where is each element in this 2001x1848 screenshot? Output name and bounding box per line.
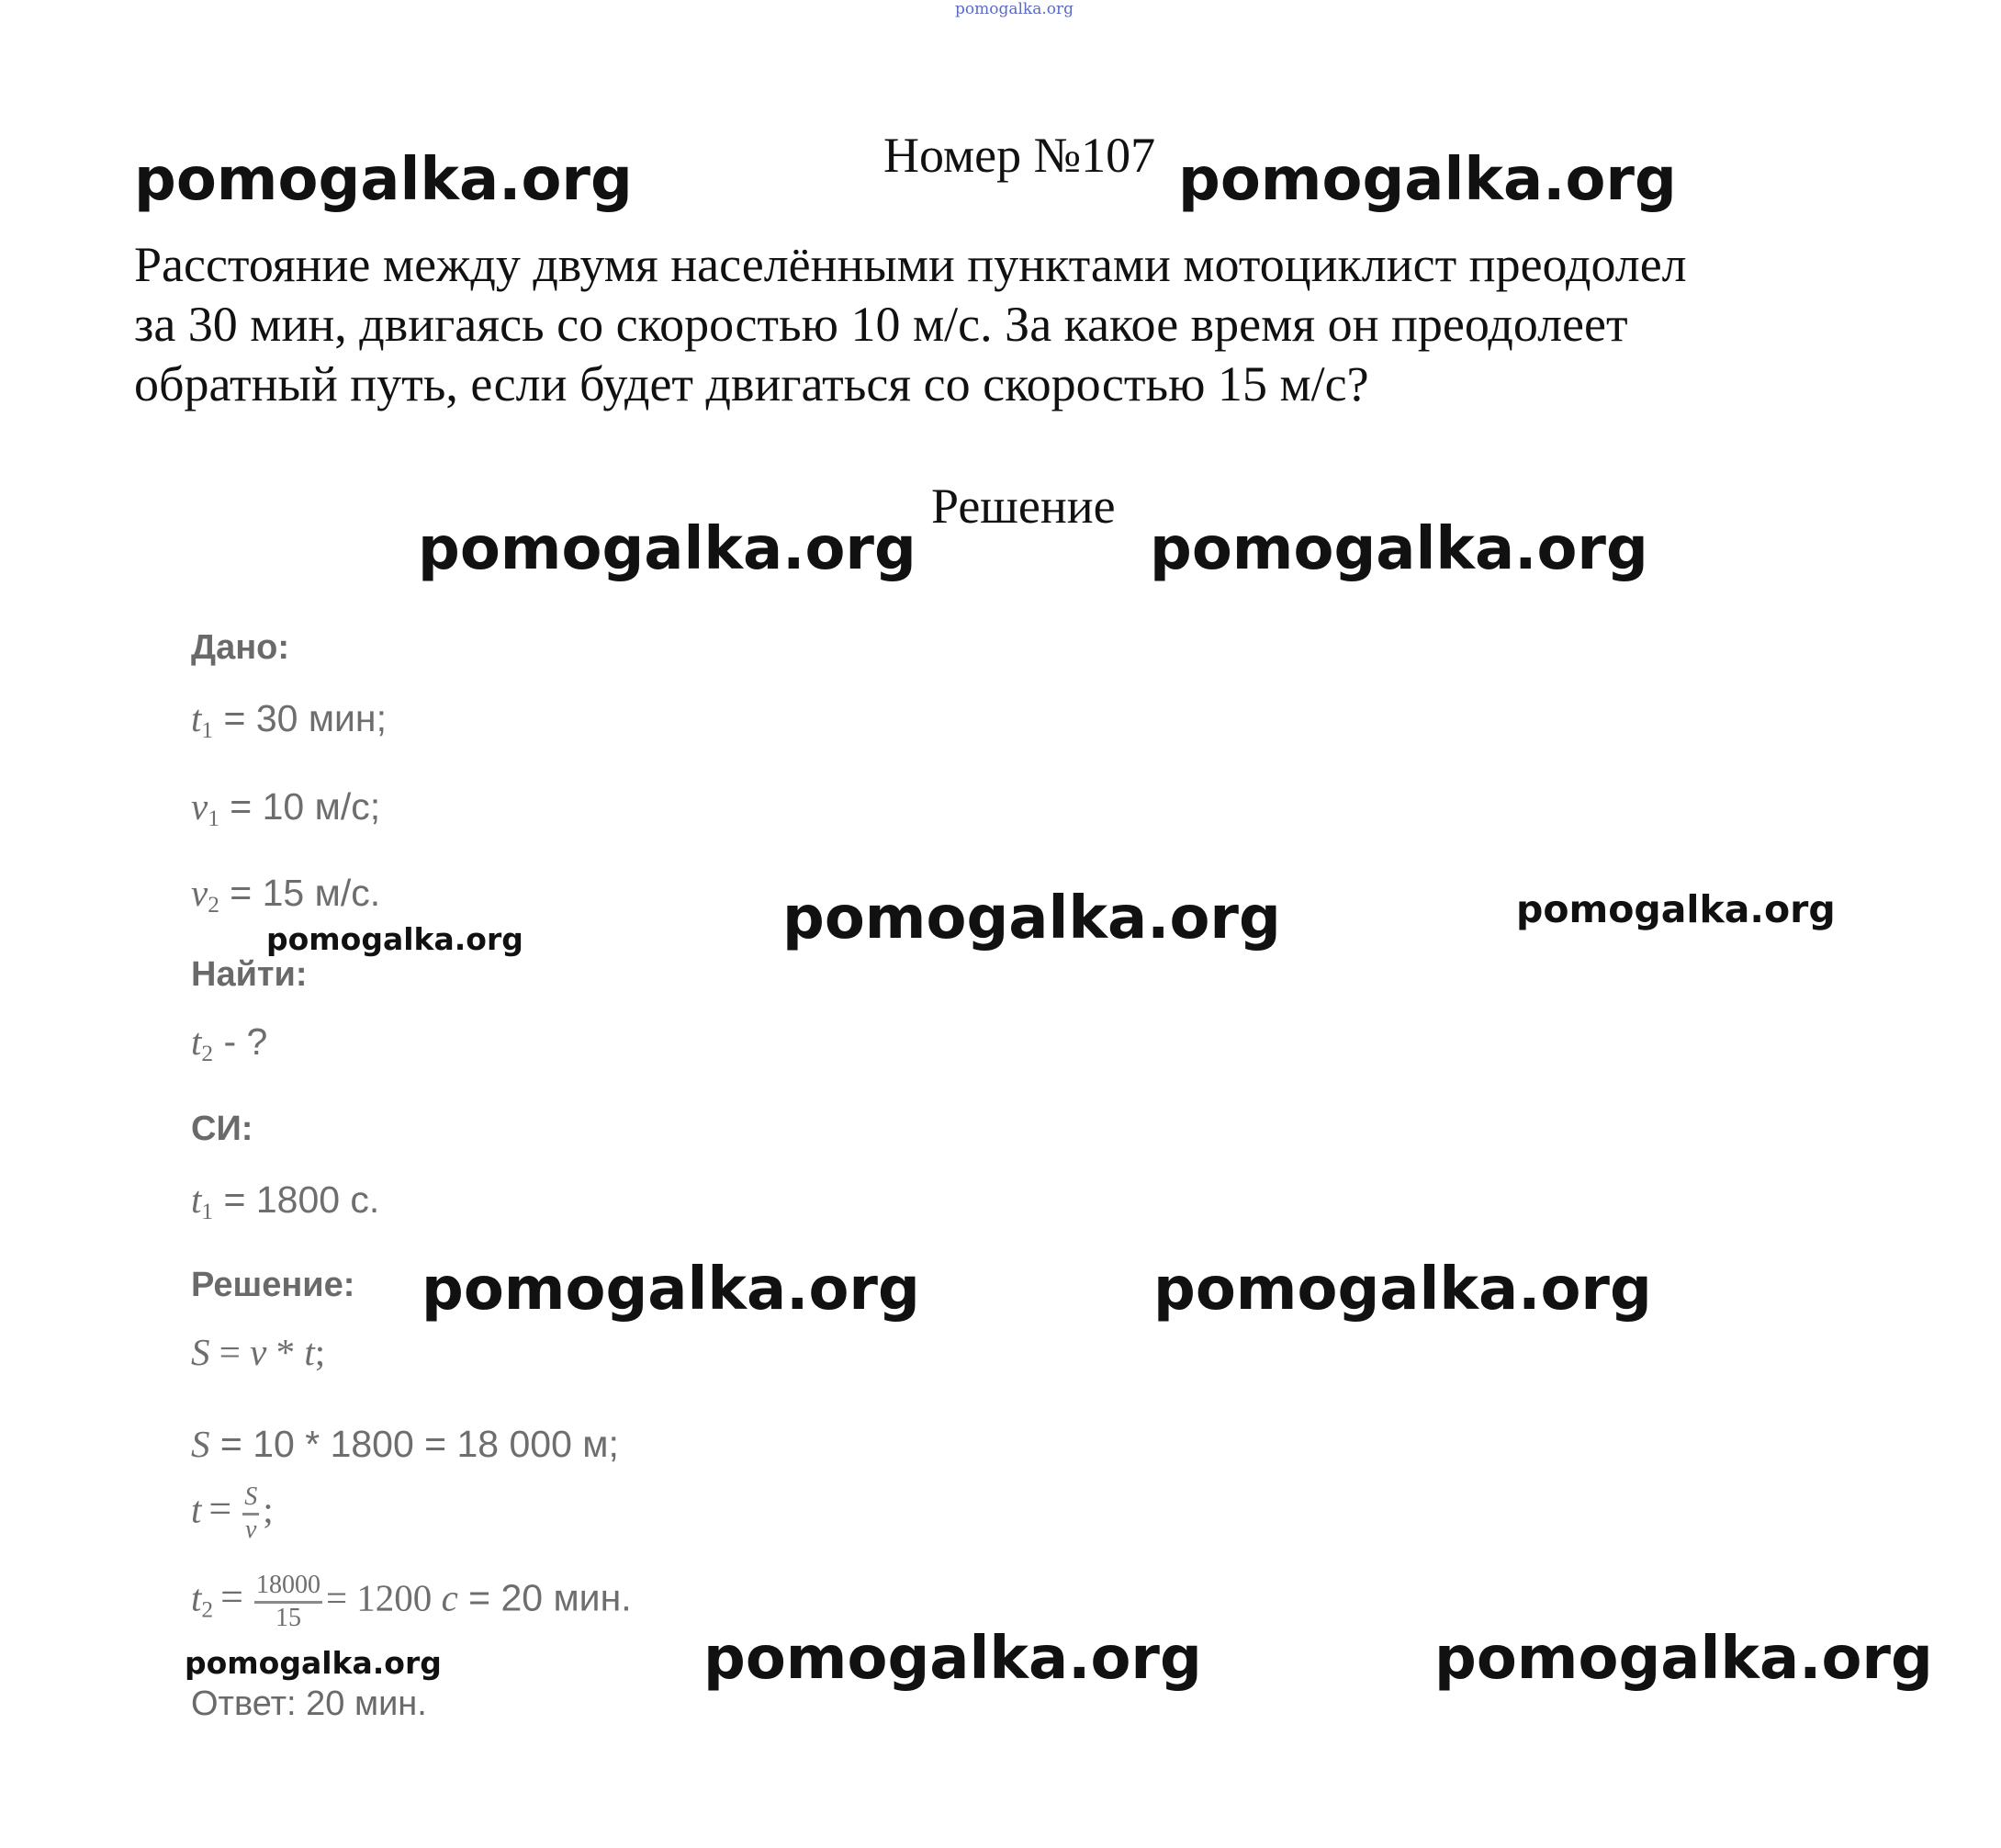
equals: = — [208, 1486, 232, 1532]
value: = 10 м/с; — [219, 785, 381, 828]
denominator: 15 — [275, 1604, 301, 1632]
var: v — [191, 872, 208, 914]
subscript: 2 — [201, 1041, 214, 1067]
si-label: СИ: — [191, 1110, 253, 1148]
answer: Ответ: 20 мин. — [191, 1685, 427, 1723]
top-watermark: pomogalka.org — [955, 0, 1074, 18]
var: t — [191, 1178, 202, 1221]
find-t2 — [191, 1020, 268, 1067]
fraction — [242, 1484, 259, 1543]
multiply: * — [266, 1331, 305, 1373]
var: t — [191, 697, 202, 739]
numerator: S — [242, 1484, 259, 1516]
watermark: pomogalka.org — [703, 1625, 1202, 1693]
denominator: v — [245, 1516, 257, 1544]
subscript: 1 — [208, 806, 219, 832]
value: = 20 мин. — [457, 1576, 632, 1619]
solution-heading: Решение — [931, 479, 1116, 534]
punct: ; — [263, 1488, 274, 1531]
subscript: 2 — [208, 892, 219, 918]
value: = 10 * 1800 = 18 000 м; — [209, 1423, 619, 1465]
fraction — [254, 1572, 322, 1631]
watermark: pomogalka.org — [185, 1645, 442, 1681]
punct: ; — [314, 1331, 326, 1373]
watermark: pomogalka.org — [134, 146, 633, 214]
var: t — [304, 1331, 315, 1373]
solution-label: Решение: — [191, 1266, 355, 1304]
watermark: pomogalka.org — [1153, 1256, 1652, 1324]
formula-distance — [191, 1331, 326, 1373]
value: = 1800 с. — [213, 1178, 380, 1221]
find-label: Найти: — [191, 955, 308, 994]
watermark: pomogalka.org — [1434, 1625, 1933, 1693]
problem-text — [134, 235, 1934, 414]
given-t1 — [191, 697, 387, 744]
numerator: 18000 — [254, 1572, 322, 1604]
subscript: 1 — [201, 717, 214, 744]
equals: = — [220, 1574, 243, 1620]
value: = 1200 — [325, 1576, 442, 1619]
si-t1 — [191, 1178, 380, 1225]
watermark: pomogalka.org — [422, 1256, 920, 1324]
var: t — [191, 1488, 202, 1531]
calc-time — [191, 1572, 632, 1631]
equals: = — [209, 1331, 251, 1373]
problem-line: обратный путь, если будет двигаться со скоростью 15 м/с? — [134, 356, 1369, 411]
watermark: pomogalka.org — [782, 885, 1281, 952]
given-label: Дано: — [191, 628, 290, 667]
subscript: 2 — [201, 1596, 214, 1623]
value: = 15 м/с. — [219, 872, 381, 914]
subscript: 1 — [201, 1199, 214, 1225]
given-v1 — [191, 785, 381, 832]
given-v2 — [191, 874, 380, 918]
value: - ? — [213, 1020, 268, 1063]
page-title: Номер №107 — [883, 128, 1156, 183]
var: v — [191, 785, 208, 828]
unit: c — [441, 1576, 458, 1619]
value: = 30 мин; — [213, 697, 387, 739]
watermark: pomogalka.org — [1150, 515, 1648, 583]
formula-time — [191, 1484, 274, 1543]
watermark: pomogalka.org — [1178, 146, 1677, 214]
problem-line: Расстояние между двумя населёнными пунктами мотоциклист преодолел — [134, 237, 1687, 292]
watermark: pomogalka.org — [266, 921, 523, 957]
var: S — [191, 1423, 210, 1465]
var: v — [250, 1331, 267, 1373]
var: t — [191, 1020, 202, 1063]
var: t — [191, 1576, 202, 1619]
problem-line: за 30 мин, двигаясь со скоростью 10 м/с. За какое время он преодолеет — [134, 297, 1628, 352]
watermark: pomogalka.org — [1516, 887, 1836, 931]
calc-distance — [191, 1425, 619, 1463]
watermark: pomogalka.org — [418, 515, 916, 583]
var: S — [191, 1331, 210, 1373]
